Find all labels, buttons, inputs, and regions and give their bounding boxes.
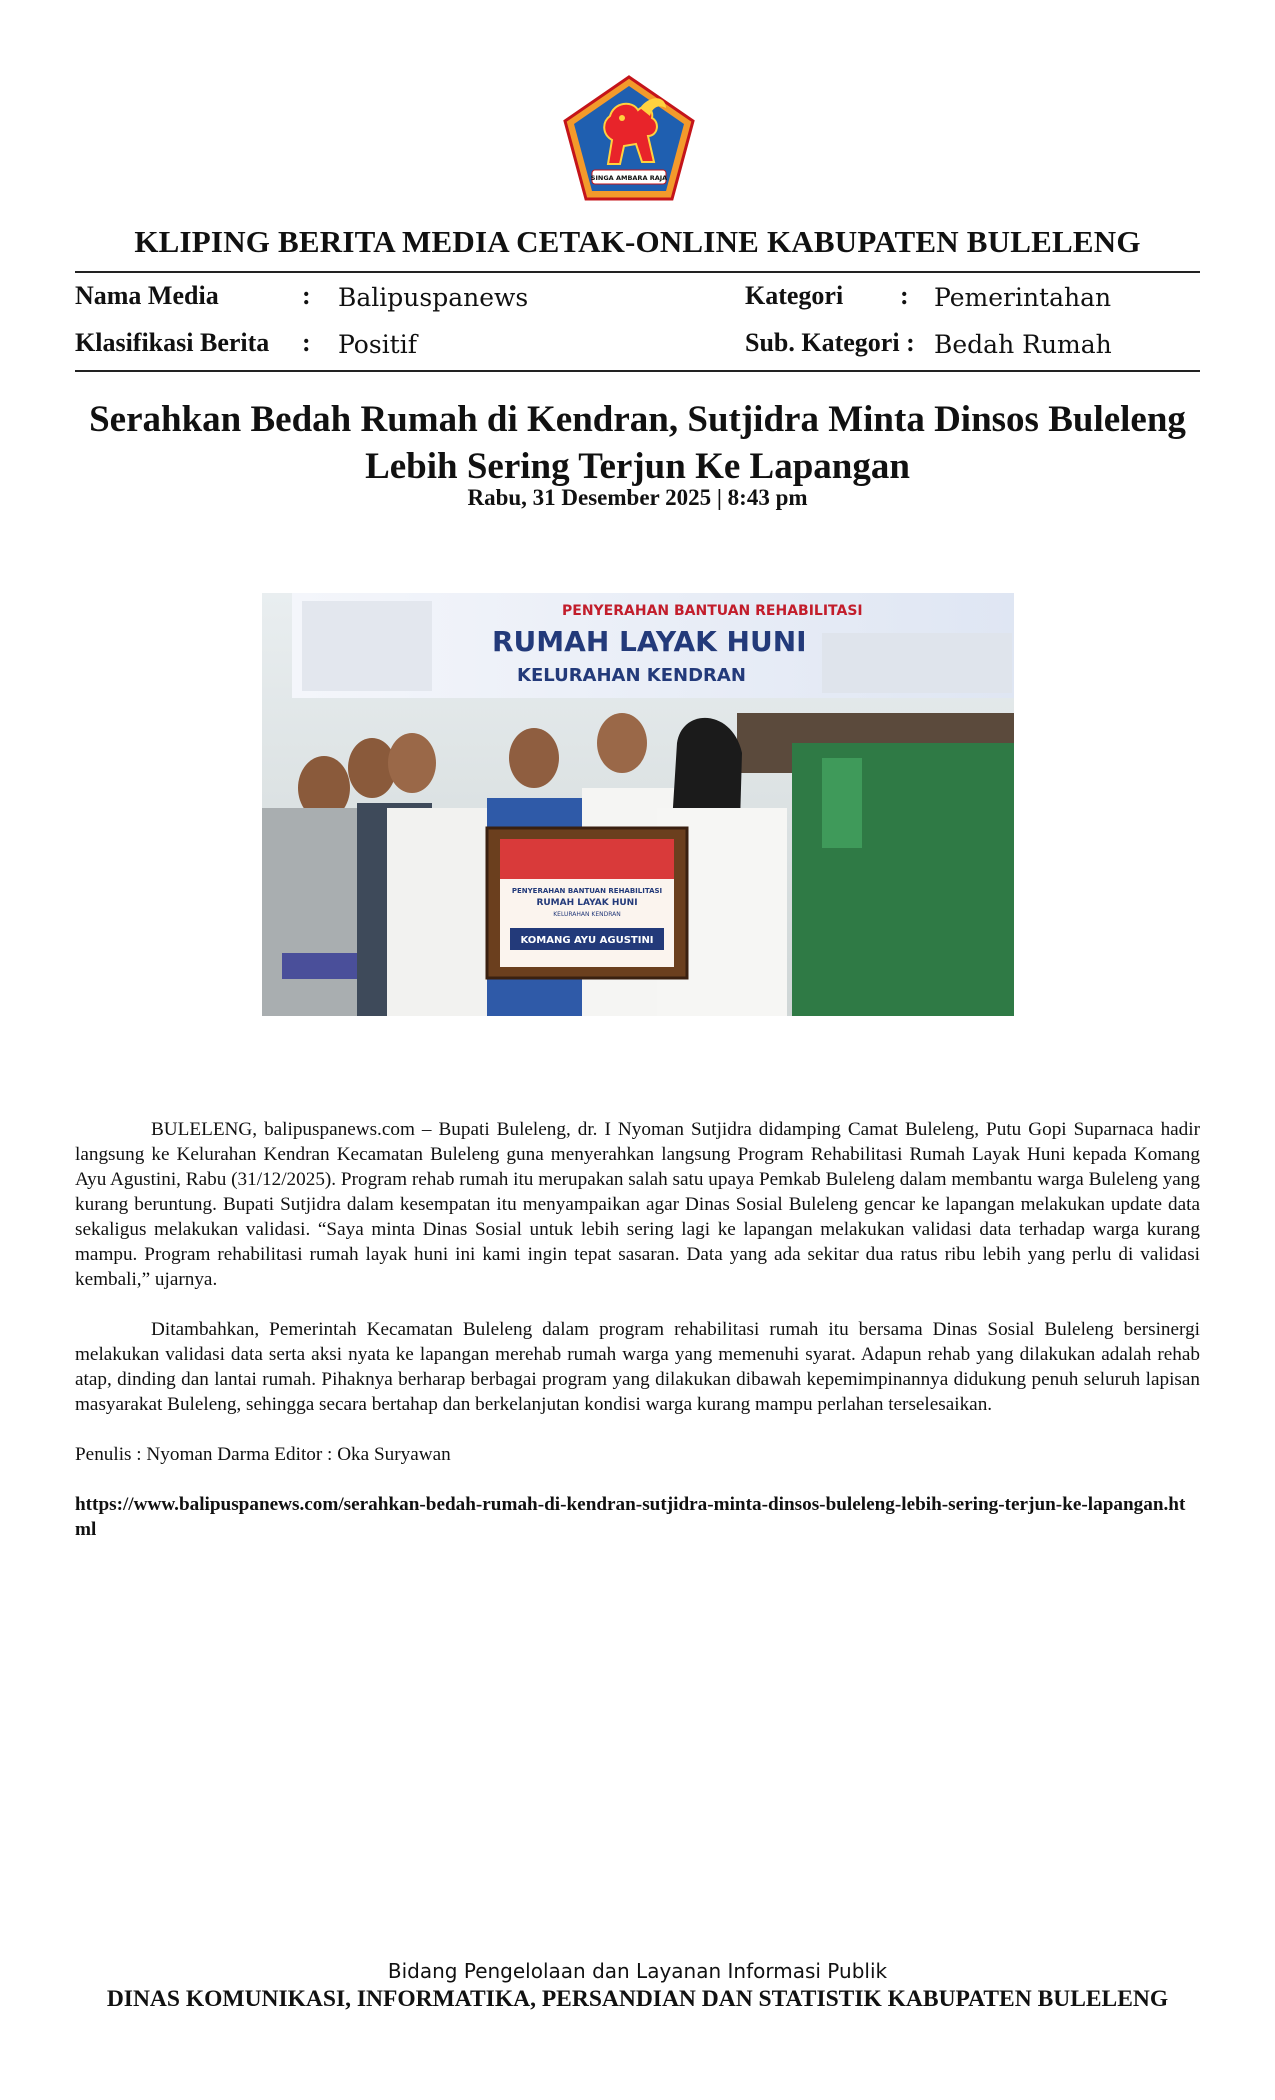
article-dateline: Rabu, 31 Desember 2025 | 8:43 pm bbox=[467, 485, 808, 510]
klasifikasi-value: Positif bbox=[338, 330, 417, 359]
subkategori-label: Sub. Kategori : bbox=[745, 328, 915, 357]
article-body bbox=[75, 1117, 1200, 1542]
frame-line-2: RUMAH LAYAK HUNI bbox=[536, 898, 638, 908]
regency-crest-icon bbox=[562, 74, 696, 202]
footer-agency: DINAS KOMUNIKASI, INFORMATIKA, PERSANDIAN DAN STATISTIK KABUPATEN BULELENG bbox=[106, 1986, 1169, 2012]
frame-name: KOMANG AYU AGUSTINI bbox=[520, 935, 654, 946]
bottom-divider bbox=[75, 370, 1200, 372]
logo-motto: SINGA AMBARA RAJA bbox=[590, 174, 668, 182]
banner-line-3: KELURAHAN KENDRAN bbox=[517, 665, 746, 686]
frame-line-3: KELURAHAN KENDRAN bbox=[553, 911, 621, 918]
kategori-separator: : bbox=[900, 281, 909, 310]
article-url[interactable]: https://www.balipuspanews.com/serahkan-bedah-rumah-di-kendran-sutjidra-minta-dinsos-buleleng-lebih-sering-terjun-ke-lapangan.html bbox=[75, 1494, 1186, 1540]
document-title: KLIPING BERITA MEDIA CETAK-ONLINE KABUPATEN BULELENG bbox=[134, 224, 1141, 259]
media-separator: : bbox=[302, 281, 311, 310]
paragraph-2: Ditambahkan, Pemerintah Kecamatan Buleleng dalam program rehabilitasi rumah itu bersama Dinas Sosial Buleleng bersinergi melakukan validasi data serta aksi nyata ke lapangan merehab rumah warga yang memenuhi syarat. Adapun rehab yang dilakukan adalah rehab atap, dinding dan lantai rumah. Pihaknya berharap berbagai program yang dilakukan dibawah kepemimpinannya didukung penuh seluruh lapisan masyarakat Buleleng, sehingga secara bertahap dan berkelanjutan kondisi warga kurang mampu perlahan terselesaikan. bbox=[75, 1319, 1200, 1415]
article-credits: Penulis : Nyoman Darma Editor : Oka Suryawan bbox=[75, 1444, 451, 1465]
subkategori-value: Bedah Rumah bbox=[934, 330, 1112, 359]
banner-line-2: RUMAH LAYAK HUNI bbox=[492, 625, 807, 658]
media-value: Balipuspanews bbox=[338, 283, 529, 312]
footer-unit: Bidang Pengelolaan dan Layanan Informasi Publik bbox=[387, 1959, 888, 1983]
klasifikasi-label: Klasifikasi Berita bbox=[75, 328, 270, 357]
top-divider bbox=[75, 271, 1200, 273]
banner-line-1: PENYERAHAN BANTUAN REHABILITASI bbox=[562, 603, 863, 619]
media-label: Nama Media bbox=[75, 281, 219, 310]
frame-line-1: PENYERAHAN BANTUAN REHABILITASI bbox=[511, 887, 663, 895]
kategori-label: Kategori bbox=[745, 281, 844, 310]
klasifikasi-separator: : bbox=[302, 328, 311, 357]
article-photo bbox=[262, 593, 1014, 1016]
article-headline: Serahkan Bedah Rumah di Kendran, Sutjidra Minta Dinsos Buleleng Lebih Sering Terjun Ke Lapangan bbox=[89, 399, 1186, 487]
kategori-value: Pemerintahan bbox=[934, 283, 1112, 312]
paragraph-1: BULELENG, balipuspanews.com – Bupati Buleleng, dr. I Nyoman Sutjidra didamping Camat Buleleng, Putu Gopi Suparnaca hadir langsung ke Kelurahan Kendran Kecamatan Buleleng guna menyerahkan langsung Program Rehabilitasi Rumah Layak Huni kepada Komang Ayu Agustini, Rabu (31/12/2025). Program rehab rumah itu merupakan salah satu upaya Pemkab Buleleng dalam membantu warga Buleleng yang kurang beruntung. Bupati Sutjidra dalam kesempatan itu menyampaikan agar Dinas Sosial Buleleng gencar ke lapangan melakukan update data sekaligus melakukan validasi. “Saya minta Dinas Sosial untuk lebih sering lagi ke lapangan melakukan validasi data terhadap warga kurang mampu. Program rehabilitasi rumah layak huni ini kami ingin tepat sasaran. Data yang ada sekitar dua ratus ribu lebih yang perlu di validasi kembali,” ujarnya. bbox=[75, 1119, 1200, 1290]
